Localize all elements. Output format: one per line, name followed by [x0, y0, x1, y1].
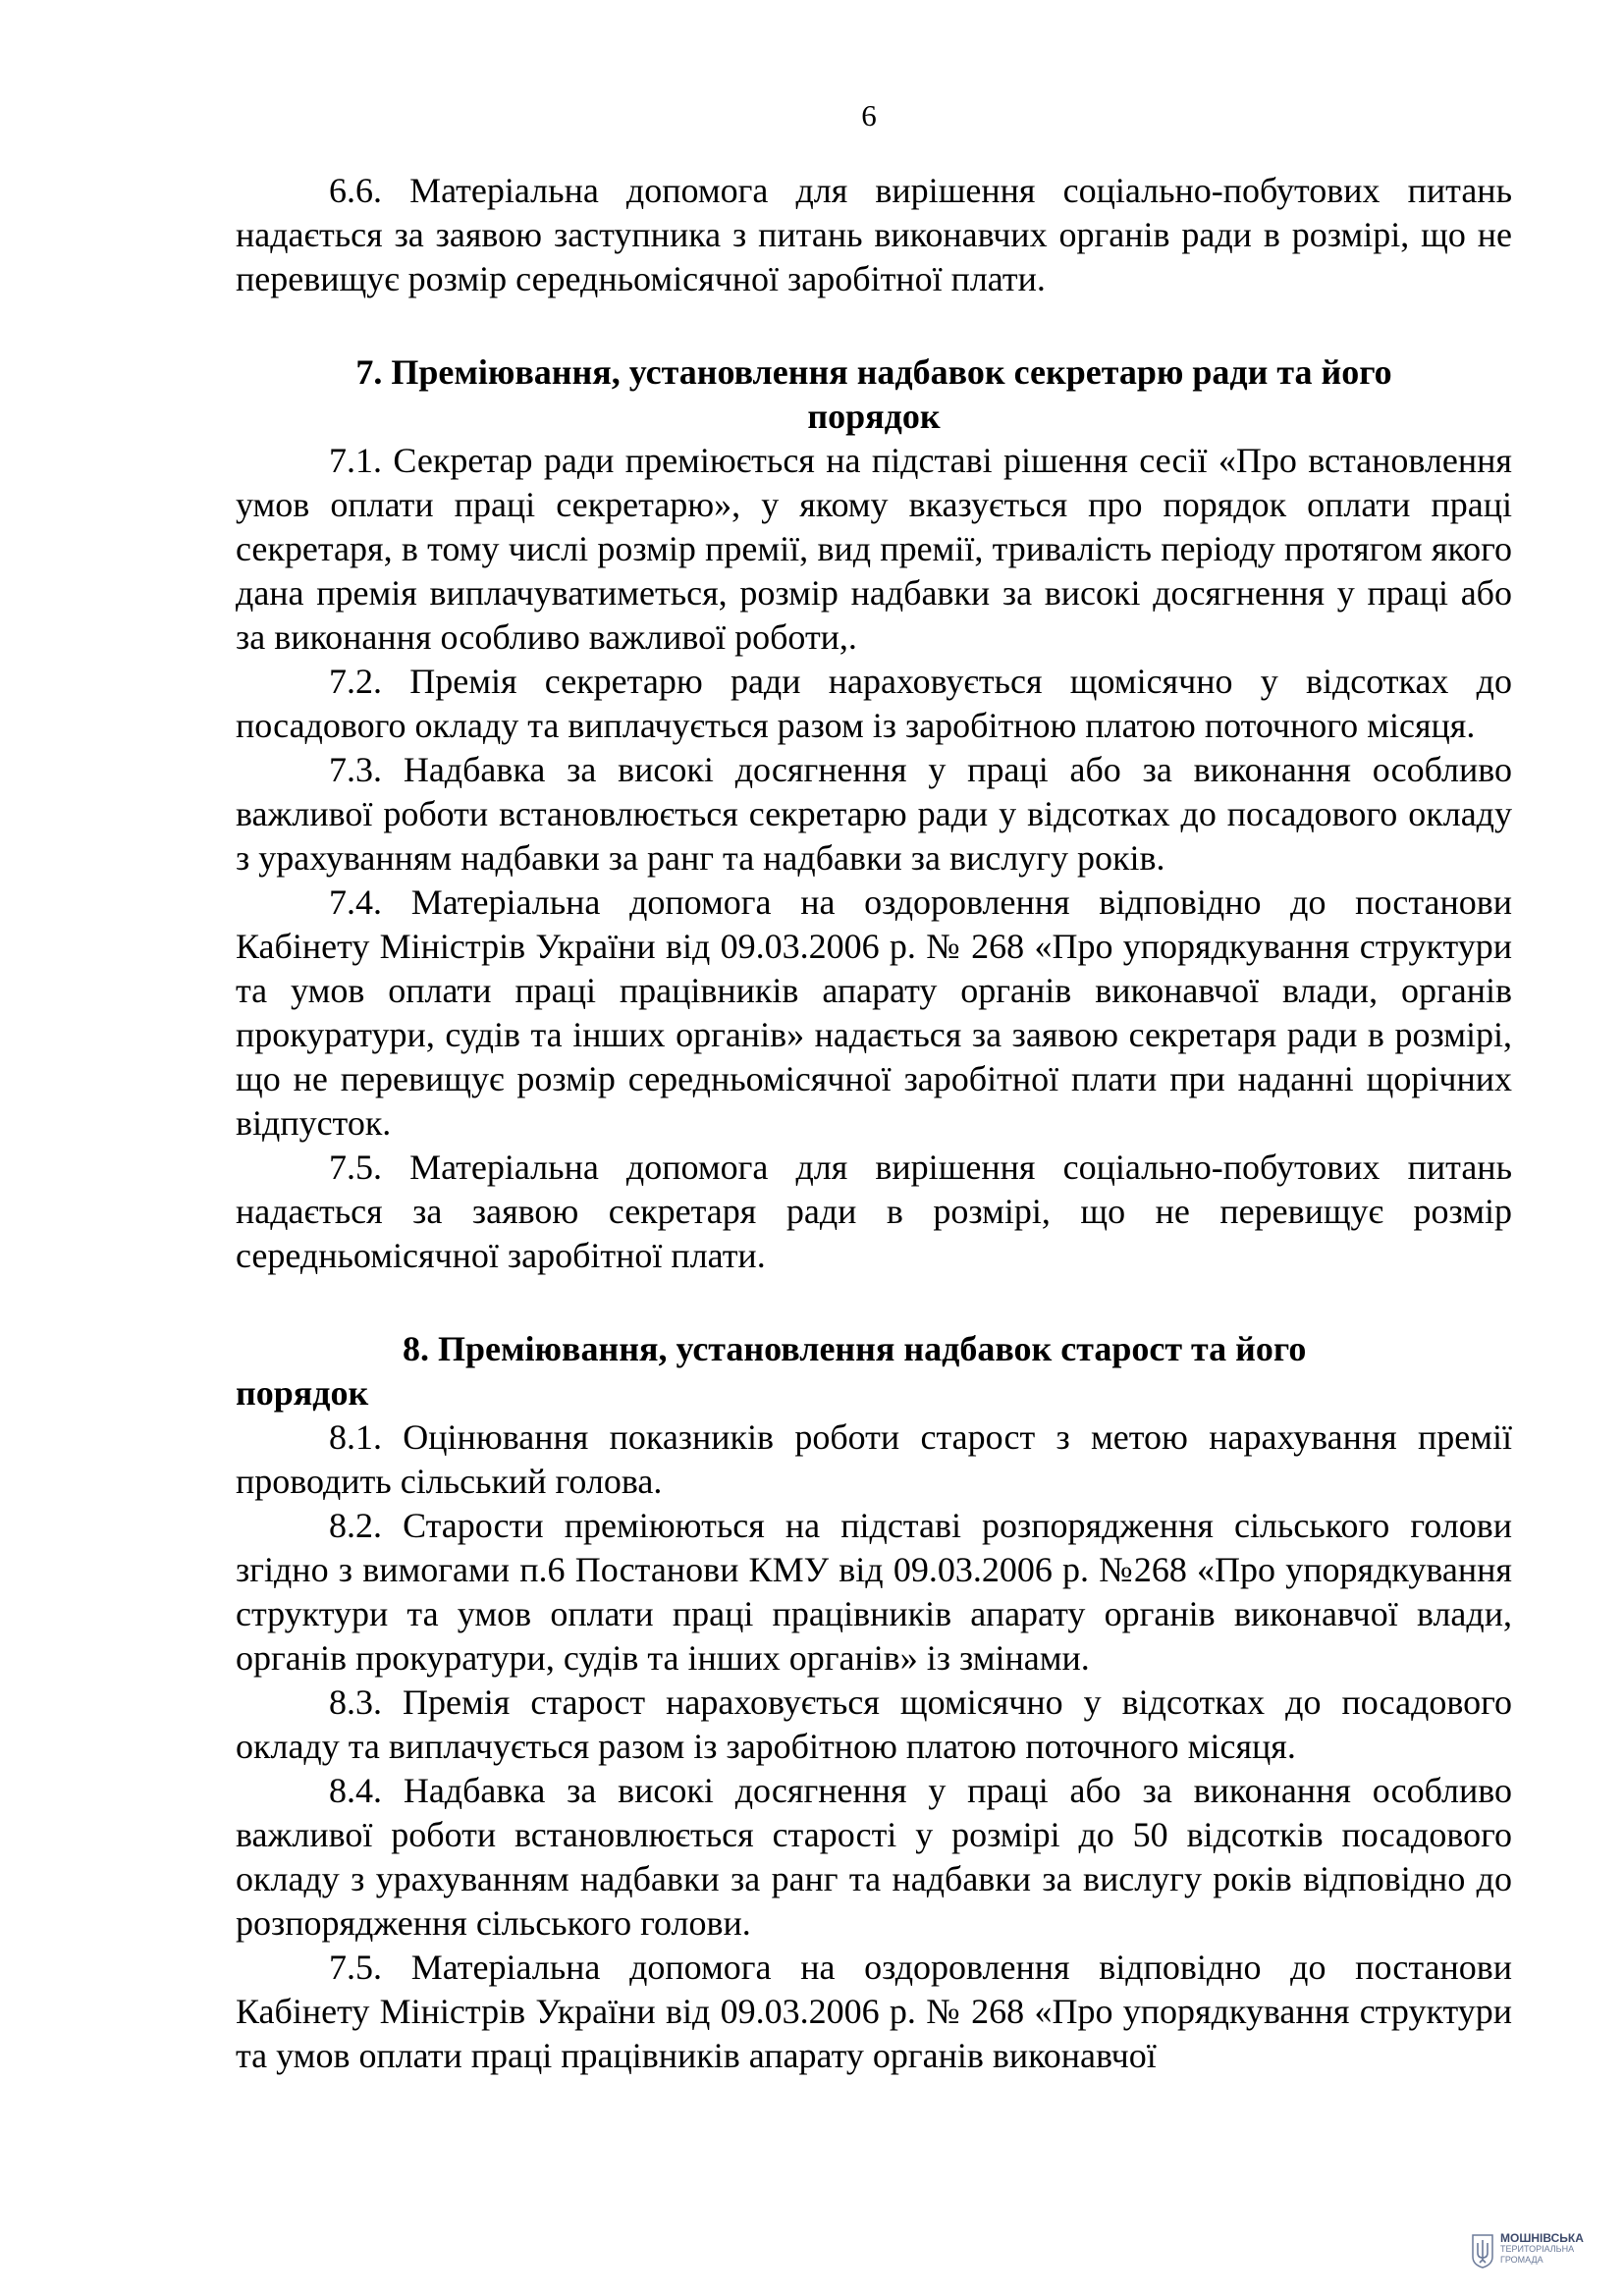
trident-coat-of-arms-icon	[1471, 2233, 1494, 2269]
paragraph-8-4: 8.4. Надбавка за високі досягнення у праці або за виконання особливо важливої роботи встановлюється старості у розмірі до 50 відсотків посадового окладу з урахуванням надбавки за ранг та надбавки за вислугу років відповідно до розпорядження сільського голови.	[236, 1771, 1512, 1943]
section-8-heading-line1: 8. Преміювання, установлення надбавок старост та його	[403, 1329, 1307, 1368]
paragraph-8-1: 8.1. Оцінювання показників роботи старост з метою нарахування премії проводить сільський голова.	[236, 1417, 1512, 1501]
paragraph-8-5: 7.5. Матеріальна допомога на оздоровлення відповідно до постанови Кабінету Міністрів України від 09.03.2006 р. № 268 «Про упорядкування структури та умов оплати праці працівників апарату органів виконавчої	[236, 1948, 1512, 2075]
paragraph-6-6: 6.6. Матеріальна допомога для вирішення соціально-побутових питань надається за заявою заступника з питань виконавчих органів ради в розмірі, що не перевищує розмір середньомісячної заробітної плати.	[236, 171, 1512, 298]
section-7-heading-line2: порядок	[807, 397, 941, 436]
section-8-heading-line2: порядок	[236, 1373, 369, 1413]
paragraph-7-2: 7.2. Премія секретарю ради нараховується щомісячно у відсотках до посадового окладу та виплачується разом із заробітною платою поточного місяця.	[236, 662, 1512, 745]
section-7-heading-line1: 7. Преміювання, установлення надбавок секретарю ради та його	[355, 352, 1392, 392]
community-logo-text	[1500, 2233, 1584, 2266]
paragraph-7-3: 7.3. Надбавка за високі досягнення у праці або за виконання особливо важливої роботи встановлюється секретарю ради у відсотках до посадового окладу з урахуванням надбавки за ранг та надбавки за вислугу років.	[236, 750, 1512, 878]
spacer	[236, 1278, 1512, 1327]
logo-line-3: ГРОМАДА	[1500, 2255, 1543, 2265]
paragraph-7-1: 7.1. Секретар ради преміюється на підставі рішення сесії «Про встановлення умов оплати праці секретарю», у якому вказується про порядок оплати праці секретаря, в тому числі розмір премії, вид премії, тривалість періоду протягом якого дана премія виплачуватиметься, розмір надбавки за високі досягнення у праці або за виконання особливо важливої роботи,.	[236, 441, 1512, 657]
logo-line-1: МОШНІВСЬКА	[1500, 2231, 1584, 2245]
section-7	[236, 350, 1512, 1278]
page-number: 6	[861, 98, 877, 133]
section-8	[236, 1327, 1512, 2078]
paragraph-8-3: 8.3. Премія старост нараховується щомісячно у відсотках до посадового окладу та виплачується разом із заробітною платою поточного місяця.	[236, 1682, 1512, 1766]
paragraph-7-5: 7.5. Матеріальна допомога для вирішення соціально-побутових питань надається за заявою секретаря ради в розмірі, що не перевищує розмір середньомісячної заробітної плати.	[236, 1148, 1512, 1275]
spacer	[236, 301, 1512, 350]
community-logo	[1471, 2233, 1584, 2269]
paragraph-8-2: 8.2. Старости преміюються на підставі розпорядження сільського голови згідно з вимогами п.6 Постанови КМУ від 09.03.2006 р. №268 «Про упорядкування структури та умов оплати праці працівників апарату органів виконавчої влади, органів прокуратури, судів та інших органів» із змінами.	[236, 1506, 1512, 1678]
document-body	[236, 169, 1512, 2078]
paragraph-7-4: 7.4. Матеріальна допомога на оздоровлення відповідно до постанови Кабінету Міністрів України від 09.03.2006 р. № 268 «Про упорядкування структури та умов оплати праці працівників апарату органів виконавчої влади, органів прокуратури, судів та інших органів» надається за заявою секретаря ради в розмірі, що не перевищує розмір середньомісячної заробітної плати при наданні щорічних відпусток.	[236, 882, 1512, 1143]
logo-line-2: ТЕРИТОРІАЛЬНА	[1500, 2244, 1575, 2254]
